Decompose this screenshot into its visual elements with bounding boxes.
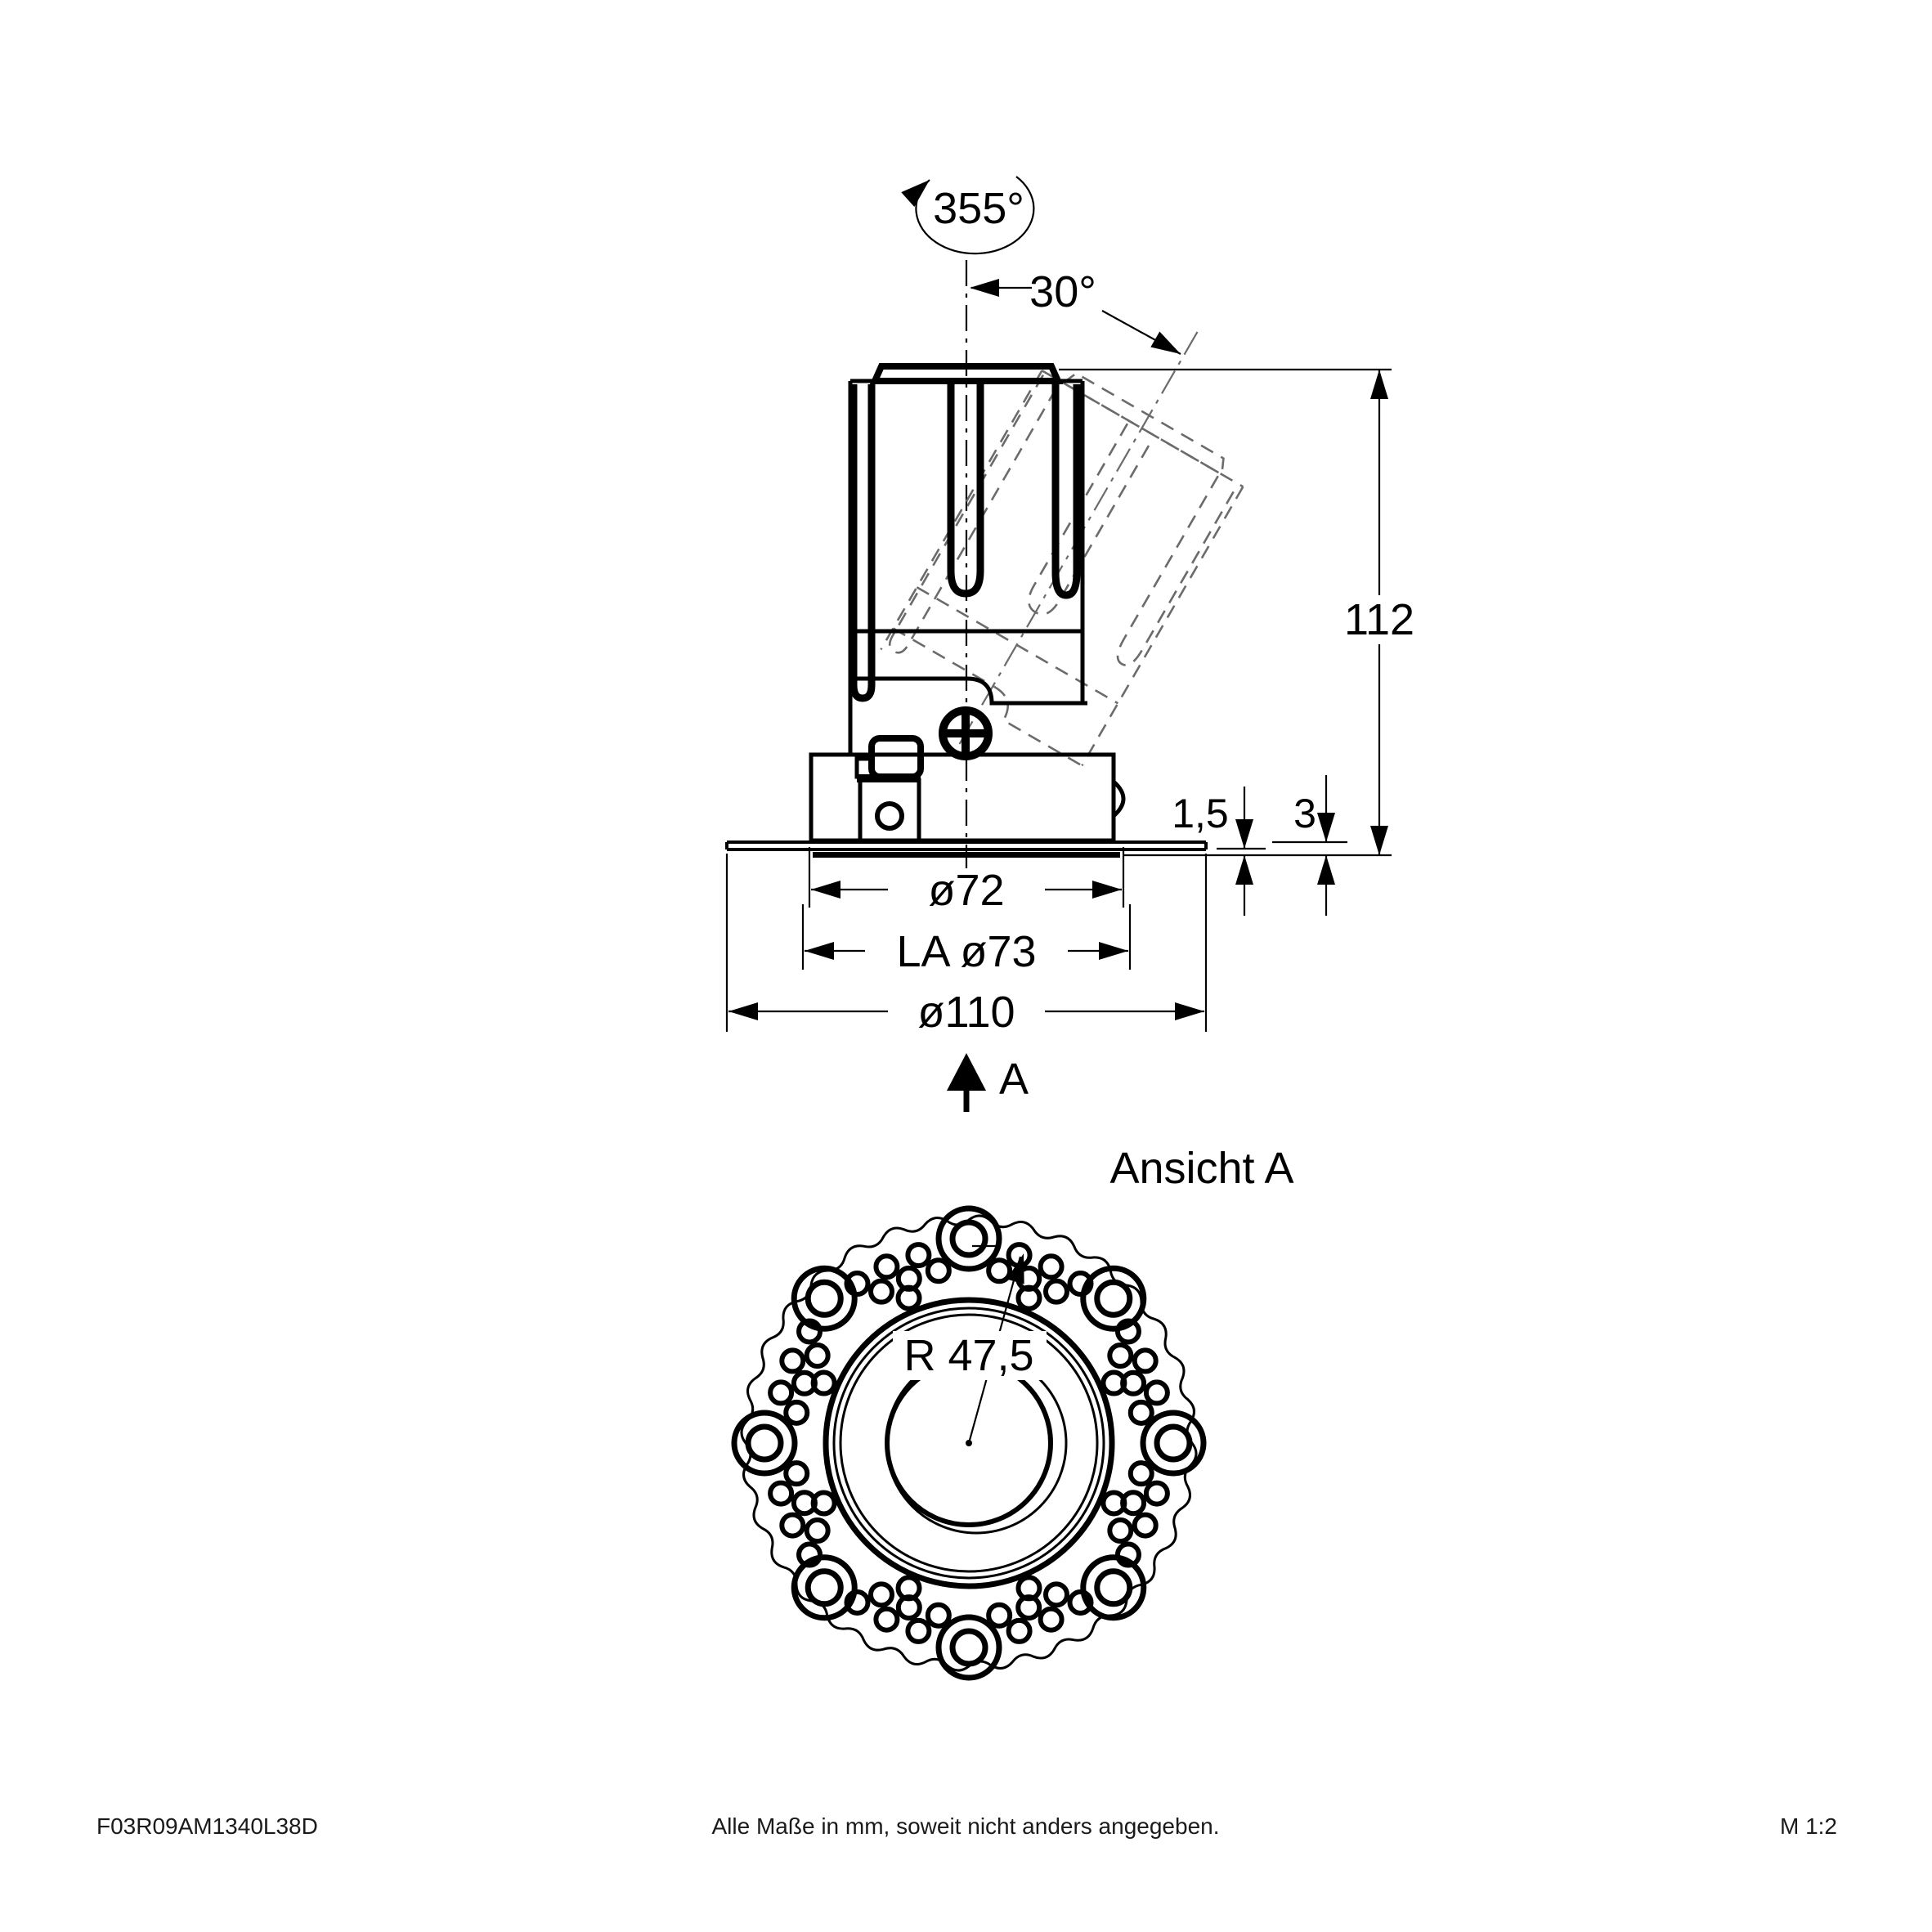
side-view bbox=[727, 173, 1414, 1112]
footer-scale: M 1:2 bbox=[1779, 1813, 1837, 1839]
view-a-title: Ansicht A bbox=[1109, 1144, 1294, 1193]
tilt-angle-label: 30° bbox=[1029, 267, 1096, 316]
cable-hole bbox=[877, 804, 902, 828]
footer-note: Alle Maße in mm, soweit nicht anders angegeben. bbox=[711, 1813, 1220, 1839]
flange-lip bbox=[813, 852, 1120, 858]
rotation-angle-label: 355° bbox=[933, 184, 1024, 233]
flange-protrusion-dimension-label: 1,5 bbox=[1172, 791, 1229, 836]
front-view bbox=[734, 1144, 1294, 1678]
flange-total-dimension bbox=[1272, 775, 1347, 916]
footer-article-code: F03R09AM1340L38D bbox=[96, 1813, 318, 1839]
view-direction-marker bbox=[947, 1053, 1029, 1112]
overall-diameter-dimension-label: ø110 bbox=[917, 988, 1015, 1037]
view-marker-label: A bbox=[999, 1055, 1029, 1104]
right-cooling-slot bbox=[1056, 384, 1077, 595]
flange-total-dimension-label: 3 bbox=[1293, 791, 1316, 836]
height-dimension-label: 112 bbox=[1343, 595, 1415, 644]
tilt-leader-arrow-icon bbox=[1150, 331, 1185, 361]
cutout-diameter-dimension-label: LA ø73 bbox=[896, 927, 1037, 976]
radius-dimension-label: R 47,5 bbox=[903, 1331, 1034, 1380]
pivot-screw-icon bbox=[943, 710, 988, 756]
footer bbox=[96, 1813, 1837, 1839]
tilt-arrow-icon bbox=[970, 279, 999, 297]
left-cooling-slot bbox=[854, 384, 872, 698]
cutout-diameter-dimension bbox=[803, 904, 1130, 976]
body-diameter-dimension-label: ø72 bbox=[928, 866, 1005, 915]
radius-dimension bbox=[893, 1246, 1047, 1443]
clip-tab bbox=[872, 738, 921, 777]
rotation-arrow-icon bbox=[901, 173, 936, 207]
view-arrow-icon bbox=[947, 1053, 986, 1091]
